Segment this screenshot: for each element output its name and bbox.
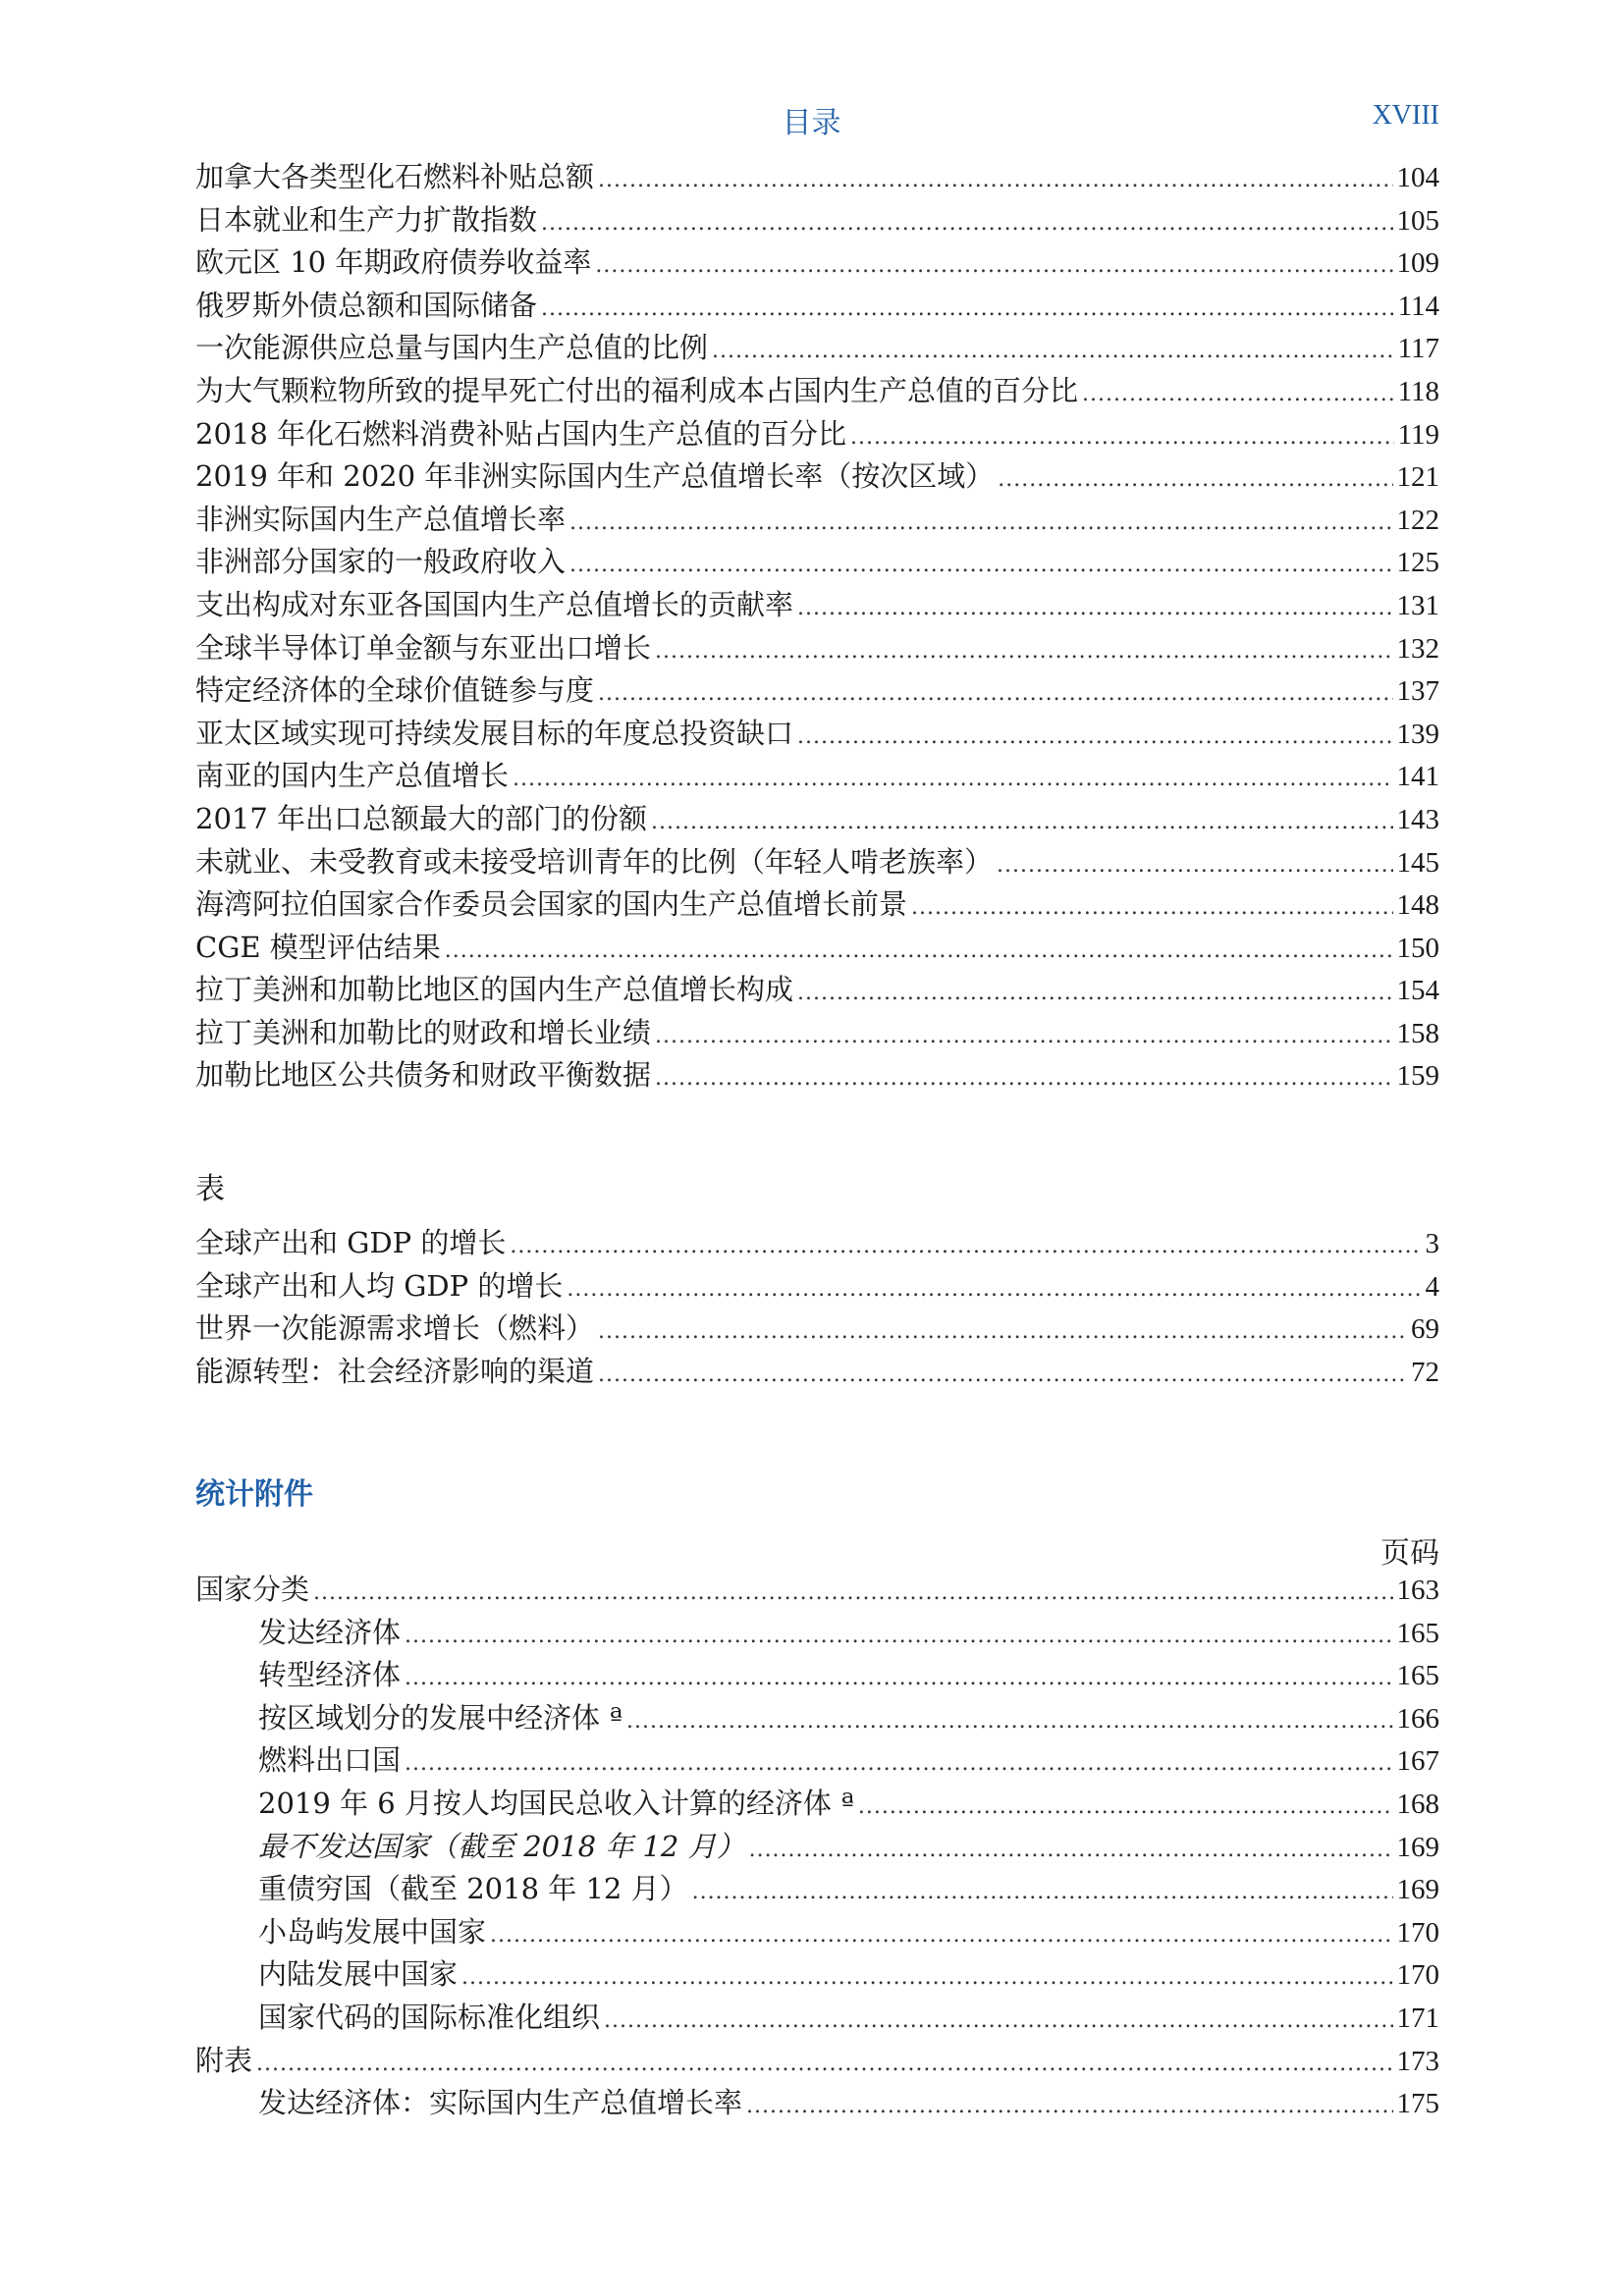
figure-entry-page: 137 <box>1396 675 1439 708</box>
table-entry-title: 全球产出和 GDP 的增长 <box>195 1226 507 1259</box>
dot-leader <box>567 1268 1421 1311</box>
dot-leader <box>461 1956 1392 2000</box>
annex-entry-page: 173 <box>1396 2045 1439 2077</box>
dot-leader <box>405 1742 1392 1786</box>
annex-entry-title: 转型经济体 <box>258 1658 402 1692</box>
figure-entry[interactable] <box>195 499 1439 542</box>
annex-entry[interactable] <box>195 1997 1439 2040</box>
dot-leader <box>1082 373 1394 416</box>
annex-entry[interactable] <box>195 2040 1439 2083</box>
annex-entry[interactable] <box>195 1739 1439 1783</box>
figure-entry-title: 为大气颗粒物所致的提早死亡付出的福利成本占国内生产总值的百分比 <box>195 373 1079 407</box>
figure-entry[interactable] <box>195 669 1439 713</box>
figure-entry-title: 2018 年化石燃料消费补贴占国内生产总值的百分比 <box>195 416 847 451</box>
dot-leader <box>513 758 1392 801</box>
figure-entry-title: 未就业、未受教育或未接受培训青年的比例（年轻人啃老族率） <box>195 844 994 879</box>
dot-leader <box>604 2000 1392 2043</box>
annex-entry-title: 燃料出口国 <box>258 1743 402 1778</box>
annex-entry-title: 重债穷国（截至 2018 年 12 月） <box>258 1872 688 1906</box>
figure-entry-page: 117 <box>1397 333 1439 365</box>
header-title: 目录 <box>782 106 841 140</box>
annex-entry-title: 发达经济体：实际国内生产总值增长率 <box>258 2086 743 2120</box>
figure-entry-page: 114 <box>1397 290 1439 322</box>
annex-entry[interactable] <box>195 1826 1439 1869</box>
annex-heading: 统计附件 <box>195 1477 313 1512</box>
annex-entry-title: 最不发达国家（截至 2018 年 12 月） <box>258 1829 745 1863</box>
dot-leader <box>598 159 1392 202</box>
figure-entry-title: 加拿大各类型化石燃料补贴总额 <box>195 160 595 193</box>
figure-entry[interactable] <box>195 413 1439 456</box>
dot-leader <box>797 716 1392 759</box>
dot-leader <box>626 1700 1393 1743</box>
annex-entry-title: 国家分类 <box>195 1573 310 1606</box>
figure-entry-page: 118 <box>1397 375 1439 407</box>
figure-entry-title: 2019 年和 2020 年非洲实际国内生产总值增长率（按次区域） <box>195 459 995 494</box>
dot-leader <box>541 202 1392 245</box>
dot-leader <box>541 288 1394 331</box>
annex-entry-page: 165 <box>1396 1660 1439 1692</box>
figure-entry[interactable] <box>195 755 1439 798</box>
annex-entry-page: 163 <box>1396 1575 1439 1606</box>
figure-entry-page: 139 <box>1396 718 1439 750</box>
annex-entry-title: 按区域划分的发展中经济体 ª <box>258 1700 622 1735</box>
figure-entry-title: 欧元区 10 年期政府债券收益率 <box>195 245 592 280</box>
figure-entry-title: 俄罗斯外债总额和国际储备 <box>195 288 538 322</box>
dot-leader <box>655 630 1392 673</box>
dot-leader <box>510 1225 1421 1268</box>
dot-leader <box>490 1914 1392 1957</box>
annex-entry-page: 165 <box>1396 1617 1439 1649</box>
annex-entry[interactable] <box>195 1868 1439 1911</box>
annex-entry[interactable] <box>195 1697 1439 1740</box>
dot-leader <box>651 801 1392 844</box>
annex-entry-title: 内陆发展中国家 <box>258 1957 459 1992</box>
figure-entry-title: 日本就业和生产力扩散指数 <box>195 202 538 237</box>
dot-leader <box>746 2085 1392 2128</box>
figure-entry-title: CGE 模型评估结果 <box>195 930 441 964</box>
dot-leader <box>598 1310 1407 1354</box>
annex-entry-title: 小岛屿发展中国家 <box>258 1914 487 1949</box>
dot-leader <box>405 1615 1392 1658</box>
figure-entry-title: 南亚的国内生产总值增长 <box>195 759 510 793</box>
dot-leader <box>998 458 1392 502</box>
dot-leader <box>997 844 1392 887</box>
dot-leader <box>569 544 1392 587</box>
annex-page-label: 页码 <box>1380 1536 1439 1571</box>
annex-entry-title: 发达经济体 <box>258 1615 402 1649</box>
dot-leader <box>797 587 1392 630</box>
dot-leader <box>712 330 1394 373</box>
figure-entry[interactable] <box>195 841 1439 884</box>
table-entry-page: 4 <box>1425 1270 1439 1303</box>
table-entry[interactable] <box>195 1265 1439 1308</box>
annex-entry-page: 169 <box>1396 1874 1439 1906</box>
annex-entry[interactable] <box>195 1654 1439 1697</box>
figure-entry-page: 158 <box>1396 1017 1439 1049</box>
figure-entry[interactable] <box>195 199 1439 242</box>
dot-leader <box>595 244 1392 288</box>
figure-entry[interactable] <box>195 156 1439 199</box>
dot-leader <box>858 1786 1393 1829</box>
figure-entry[interactable] <box>195 927 1439 970</box>
annex-entry-title: 2019 年 6 月按人均国民总收入计算的经济体 ª <box>258 1786 854 1820</box>
table-entry[interactable] <box>195 1222 1439 1265</box>
dot-leader <box>797 972 1392 1015</box>
table-entry-page: 69 <box>1411 1313 1439 1346</box>
tables-heading: 表 <box>195 1172 225 1206</box>
table-entry-title: 世界一次能源需求增长（燃料） <box>195 1311 595 1346</box>
table-entry[interactable] <box>195 1351 1439 1394</box>
figure-entry[interactable] <box>195 541 1439 584</box>
annex-entry[interactable] <box>195 1783 1439 1826</box>
table-entry[interactable] <box>195 1308 1439 1351</box>
figure-entry-page: 148 <box>1396 889 1439 922</box>
table-entry-title: 全球产出和人均 GDP 的增长 <box>195 1268 564 1303</box>
figure-entry[interactable] <box>195 713 1439 756</box>
figure-entry[interactable] <box>195 969 1439 1012</box>
figure-entry-title: 支出构成对东亚各国国内生产总值增长的贡献率 <box>195 587 794 621</box>
figure-entry[interactable] <box>195 1054 1439 1097</box>
annex-entry[interactable] <box>195 1911 1439 1954</box>
figure-entry-page: 145 <box>1396 846 1439 879</box>
figure-entry[interactable] <box>195 584 1439 627</box>
dot-leader <box>692 1871 1393 1914</box>
figure-entry-page: 159 <box>1396 1060 1439 1093</box>
table-entry-page: 72 <box>1411 1356 1439 1388</box>
figure-entry-title: 非洲实际国内生产总值增长率 <box>195 502 567 536</box>
figure-entry[interactable] <box>195 327 1439 370</box>
figure-entry-page: 119 <box>1397 418 1439 451</box>
annex-entry-title: 国家代码的国际标准化组织 <box>258 2000 601 2034</box>
figure-entry-page: 132 <box>1396 632 1439 665</box>
figure-entry[interactable] <box>195 455 1439 499</box>
annex-entry-page: 166 <box>1396 1702 1439 1735</box>
table-entry-title: 能源转型：社会经济影响的渠道 <box>195 1354 595 1388</box>
tables-list <box>195 1222 1439 1393</box>
figure-entry-page: 143 <box>1396 803 1439 835</box>
figure-entry-title: 加勒比地区公共债务和财政平衡数据 <box>195 1058 652 1093</box>
annex-entry-page: 170 <box>1396 1959 1439 1992</box>
figure-entry-title: 拉丁美洲和加勒比的财政和增长业绩 <box>195 1015 652 1049</box>
figure-entry[interactable] <box>195 883 1439 927</box>
annex-entry-page: 167 <box>1396 1745 1439 1778</box>
figure-entry-page: 131 <box>1396 589 1439 621</box>
figure-entry-title: 海湾阿拉伯国家合作委员会国家的国内生产总值增长前景 <box>195 887 908 922</box>
annex-entry[interactable] <box>195 1612 1439 1655</box>
dot-leader <box>405 1657 1392 1700</box>
figure-entry[interactable] <box>195 285 1439 328</box>
figures-list <box>195 156 1439 1097</box>
annex-entry-page: 170 <box>1396 1916 1439 1949</box>
dot-leader <box>911 886 1392 930</box>
figure-entry-page: 109 <box>1396 247 1439 280</box>
annex-entry-page: 169 <box>1396 1831 1439 1863</box>
figure-entry[interactable] <box>195 370 1439 413</box>
annex-entry[interactable] <box>195 1953 1439 1997</box>
dot-leader <box>313 1572 1392 1615</box>
figure-entry[interactable] <box>195 1012 1439 1055</box>
annex-entry-page: 175 <box>1396 2088 1439 2120</box>
figure-entry-title: 亚太区域实现可持续发展目标的年度总投资缺口 <box>195 716 794 750</box>
figure-entry-title: 全球半导体订单金额与东亚出口增长 <box>195 630 652 665</box>
figure-entry[interactable] <box>195 627 1439 670</box>
figure-entry[interactable] <box>195 241 1439 285</box>
dot-leader <box>850 416 1394 459</box>
dot-leader <box>598 672 1392 716</box>
figure-entry-page: 141 <box>1396 761 1439 793</box>
dot-leader <box>445 930 1393 973</box>
annex-entry[interactable] <box>195 2082 1439 2125</box>
figure-entry-title: 非洲部分国家的一般政府收入 <box>195 545 567 579</box>
figure-entry-page: 154 <box>1396 975 1439 1007</box>
figure-entry-page: 104 <box>1396 162 1439 193</box>
figure-entry-page: 121 <box>1396 461 1439 494</box>
figure-entry-title: 拉丁美洲和加勒比地区的国内生产总值增长构成 <box>195 973 794 1007</box>
figure-entry-page: 150 <box>1396 932 1439 964</box>
dot-leader <box>749 1829 1393 1872</box>
annex-list <box>195 1569 1439 2125</box>
header-page-number: XVIII <box>1372 100 1439 131</box>
figure-entry[interactable] <box>195 798 1439 841</box>
figure-entry-page: 125 <box>1396 547 1439 579</box>
figure-entry-title: 特定经济体的全球价值链参与度 <box>195 673 595 708</box>
annex-entry-page: 168 <box>1396 1788 1439 1820</box>
annex-entry-title: 附表 <box>195 2043 253 2077</box>
figure-entry-page: 105 <box>1396 204 1439 237</box>
dot-leader <box>655 1057 1392 1100</box>
figure-entry-title: 一次能源供应总量与国内生产总值的比例 <box>195 331 709 365</box>
dot-leader <box>655 1015 1392 1058</box>
table-entry-page: 3 <box>1425 1228 1439 1259</box>
dot-leader <box>598 1354 1407 1397</box>
figure-entry-title: 2017 年出口总额最大的部门的份额 <box>195 801 648 835</box>
figure-entry-page: 122 <box>1396 504 1439 536</box>
annex-entry[interactable] <box>195 1569 1439 1612</box>
dot-leader <box>569 502 1392 545</box>
annex-entry-page: 171 <box>1396 2002 1439 2034</box>
dot-leader <box>256 2043 1392 2086</box>
